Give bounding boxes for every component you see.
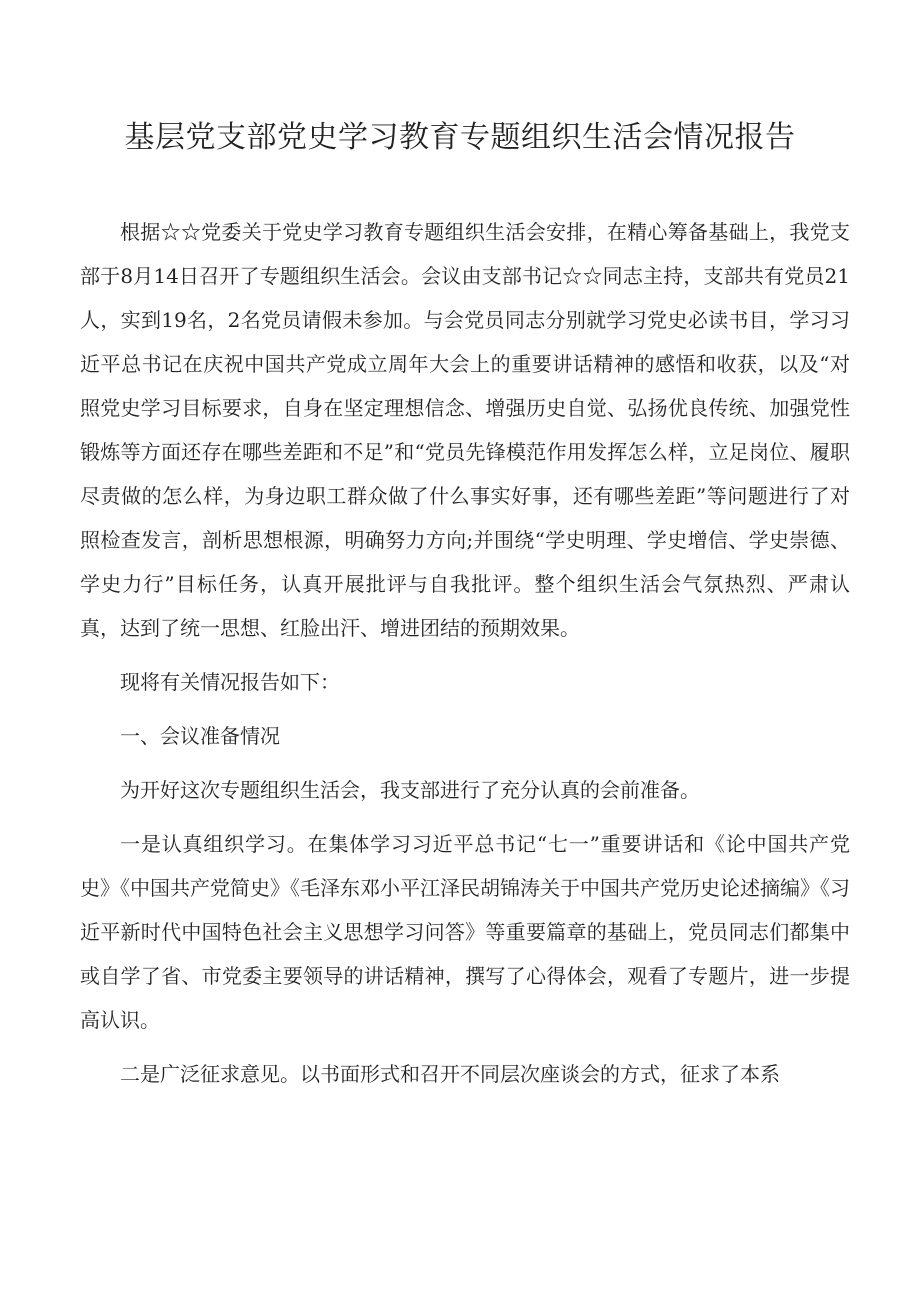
document-body — [80, 210, 850, 1096]
document-title: 基层党支部党史学习教育专题组织生活会情况报告 — [124, 120, 796, 155]
section-heading-preparation: 一、会议准备情况 — [120, 724, 280, 748]
paragraph-study: 一是认真组织学习。在集体学习习近平总书记“七一”重要讲话和《论中国共产党史》《中国共产党简史》《毛泽东邓小平江泽民胡锦涛关于中国共产党历史论述摘编》《习近平新时代中国特色社会主义思想学习问答》等重要篇章的基础上，党员同志们都集中或自学了省、市党委主要领导的讲话精神，撰写了心得体会，观看了专题片，进一步提高认识。 — [80, 832, 850, 1032]
paragraph-report-lead: 现将有关情况报告如下： — [120, 670, 340, 694]
paragraph-preparation: 为开好这次专题组织生活会，我支部进行了充分认真的会前准备。 — [120, 778, 700, 802]
paragraph-opinions: 二是广泛征求意见。以书面形式和召开不同层次座谈会的方式，征求了本系 — [120, 1062, 780, 1086]
paragraph-intro: 根据☆☆党委关于党史学习教育专题组织生活会安排，在精心筹备基础上，我党支部于8月14日召开了专题组织生活会。会议由支部书记☆☆同志主持，支部共有党员21人，实到19名，2名党员请假未参加。与会党员同志分别就学习党史必读书目，学习习近平总书记在庆祝中国共产党成立周年大会上的重要讲话精神的感悟和收获，以及“对照党史学习目标要求，自身在坚定理想信念、增强历史自觉、弘扬优良传统、加强党性锻炼等方面还存在哪些差距和不足”和“党员先锋模范作用发挥怎么样，立足岗位、履职尽责做的怎么样，为身边职工群众做了什么事实好事，还有哪些差距”等问题进行了对照检查发言，剖析思想根源，明确努力方向;并围绕“学史明理、学史增信、学史崇德、学史力行”目标任务，认真开展批评与自我批评。整个组织生活会气氛热烈、严肃认真，达到了统一思想、红脸出汗、增进团结的预期效果。 — [80, 220, 850, 640]
